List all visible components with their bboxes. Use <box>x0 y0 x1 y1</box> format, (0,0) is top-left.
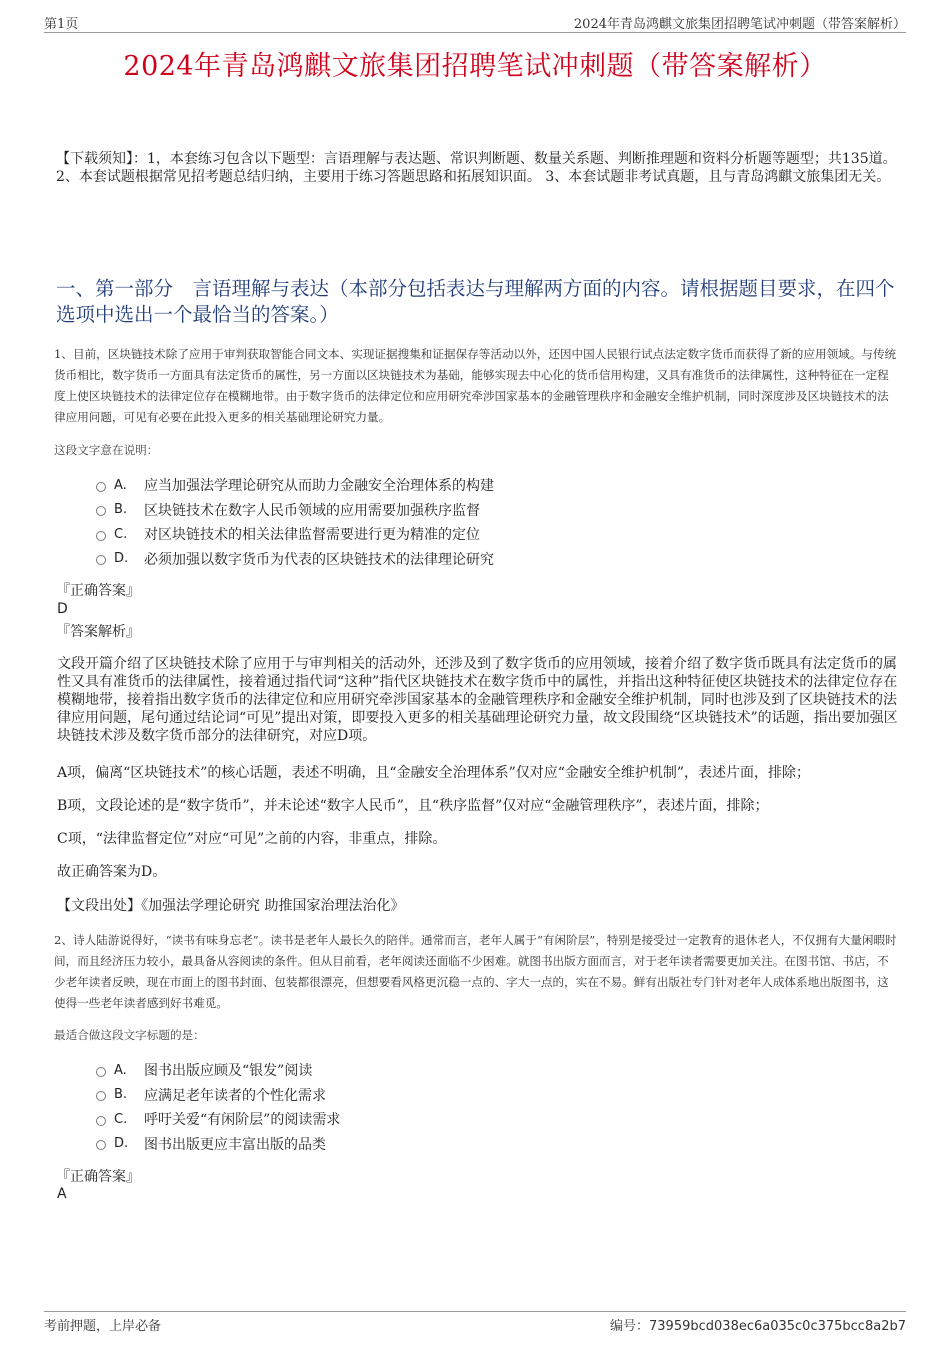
page-number: 第1页 <box>44 17 79 32</box>
question-2-body: 2、诗人陆游说得好，“读书有味身忘老”。读书是老年人最长久的陪伴。通常而言，老年人属于“有闲阶层”，特别是接受过一定教育的退休老人，不仅拥有大量闲暇时间，而且经济压力较小，最具备从容阅读的条件。但从目前看，老年阅读还面临不少困难。就图书出版方面而言，对于老年读者需要更加关注。在图书馆、书店，不少老年读者反映，现在市面上的图书封面、包装都很漂亮，但想要看风格更沉稳一点的、字大一点的，实在不易。鲜有出版社专门针对老年人成体系地出版图书，这使得一些老年读者感到好书难觅。 <box>54 933 897 1010</box>
option-text: 对区块链技术的相关法律监督需要进行更为精准的定位 <box>144 527 480 544</box>
option-text: 必须加强以数字货币为代表的区块链技术的法律理论研究 <box>144 551 494 568</box>
option-text: 应满足老年读者的个性化需求 <box>144 1087 326 1104</box>
radio-button-icon[interactable] <box>96 506 106 516</box>
question-1-body: 1、目前，区块链技术除了应用于审判获取智能合同文本、实现证据搜集和证据保存等活动以外，还因中国人民银行试点法定数字货币而获得了新的应用领域。与传统货币相比，数字货币一方面具有法定货币的属性，另一方面以区块链技术为基础，能够实现去中心化的货币信用构建，又具有准货币的法律属性，这种特征在一定程度上使区块链技术的法律定位存在模糊地带。由于数字货币的法律定位和应用研究牵涉国家基本的金融管理秩序和金融安全维护机制，同时深度涉及区块链技术的法律应用问题，可见有必要在此投入更多的相关基础理论研究力量。 <box>54 347 897 424</box>
option-letter: B. <box>114 1087 128 1103</box>
section-heading: 一、第一部分 言语理解与表达（本部分包括表达与理解两方面的内容。请根据题目要求，在四个选项中选出一个最恰当的答案。） <box>56 277 895 326</box>
q2-option-a[interactable] <box>96 1058 896 1083</box>
q1-analysis-paragraph: A项，偏离“区块链技术”的核心话题，表述不明确，且“金融安全治理体系”仅对应“金融安全维护机制”，表述片面，排除； <box>57 765 811 781</box>
q2-option-b[interactable] <box>96 1083 896 1108</box>
q1-analysis-paragraph: 文段开篇介绍了区块链技术除了应用于与审判相关的活动外，还涉及到了数字货币的应用领域，接着介绍了数字货币既具有法定货币的属性又具有准货币的法律属性，接着通过指代词“这种”指代区块链技术在数字货币中的属性，并指出这种特征使区块链技术的法律定位存在模糊地带，接着指出数字货币的法律定位和应用研究牵涉国家基本的金融管理秩序和金融安全维护机制，同时也涉及到了区块链技术的法律应用问题，尾句通过结论词“可见”提出对策，即要投入更多的相关基础理论研究力量，故文段围绕“区块链技术”的话题，指出要加强区块链技术涉及数字货币部分的法律研究，对应D项。 <box>57 656 898 744</box>
radio-button-icon[interactable] <box>96 1091 106 1101</box>
question-2-options <box>96 1058 896 1156</box>
document-title: 2024年青岛鸿麒文旅集团招聘笔试冲刺题（带答案解析） <box>123 51 827 82</box>
q1-analysis-label: 『答案解析』 <box>56 624 140 640</box>
radio-button-icon[interactable] <box>96 531 106 541</box>
page-footer <box>44 1311 906 1334</box>
q1-option-a[interactable] <box>96 473 896 498</box>
q1-option-c[interactable] <box>96 522 896 547</box>
option-text: 图书出版更应丰富出版的品类 <box>144 1136 326 1153</box>
option-letter: D. <box>114 551 129 567</box>
q2-answer-label: 『正确答案』 <box>56 1169 140 1185</box>
q1-option-b[interactable] <box>96 498 896 523</box>
q1-analysis-paragraph: 故正确答案为D。 <box>57 864 167 880</box>
q1-source: 【文段出处】《加强法学理论研究 助推国家治理法治化》 <box>57 898 405 914</box>
radio-button-icon[interactable] <box>96 1116 106 1126</box>
q1-option-d[interactable] <box>96 547 896 572</box>
download-notice: 【下载须知】：1，本套练习包含以下题型：言语理解与表达题、常识判断题、数量关系题、判断推理题和资料分析题等题型；共135道。 2、本套试题根据常见招考题总结归纳，主要用于练习答题思路和拓展知识面。 3、本套试题非考试真题，且与青岛鸿麒文旅集团无关。 <box>56 151 897 185</box>
option-letter: A. <box>114 1062 127 1078</box>
option-letter: C. <box>114 526 128 542</box>
option-text: 应当加强法学理论研究从而助力金融安全治理体系的构建 <box>144 478 494 495</box>
q1-answer-value: D <box>57 601 68 617</box>
option-letter: D. <box>114 1136 129 1152</box>
q2-answer-value: A <box>57 1186 67 1202</box>
page-header <box>44 10 906 33</box>
radio-button-icon[interactable] <box>96 1067 106 1077</box>
option-letter: C. <box>114 1111 128 1127</box>
radio-button-icon[interactable] <box>96 482 106 492</box>
header-doc-title: 2024年青岛鸿麒文旅集团招聘笔试冲刺题（带答案解析） <box>573 17 906 32</box>
question-2-prompt: 最适合做这段文字标题的是： <box>54 1028 205 1042</box>
question-1-prompt: 这段文字意在说明： <box>54 443 159 457</box>
footer-slogan: 考前押题，上岸必备 <box>44 1319 162 1334</box>
option-text: 区块链技术在数字人民币领域的应用需要加强秩序监督 <box>144 502 480 519</box>
option-letter: B. <box>114 502 128 518</box>
q2-option-d[interactable] <box>96 1132 896 1157</box>
q1-answer-label: 『正确答案』 <box>56 583 140 599</box>
q2-option-c[interactable] <box>96 1107 896 1132</box>
option-text: 图书出版应顾及“银发”阅读 <box>144 1063 313 1080</box>
radio-button-icon[interactable] <box>96 1140 106 1150</box>
q1-analysis-paragraph: B项，文段论述的是“数字货币”，并未论述“数字人民币”，且“秩序监督”仅对应“金融管理秩序”，表述片面，排除； <box>57 798 769 814</box>
option-letter: A. <box>114 477 127 493</box>
footer-code <box>610 1315 906 1334</box>
footer-code-label: 编号： <box>610 1319 650 1334</box>
radio-button-icon[interactable] <box>96 555 106 565</box>
option-text: 呼吁关爱“有闲阶层”的阅读需求 <box>144 1112 341 1129</box>
question-1-options <box>96 473 896 571</box>
q1-analysis-paragraph: C项，“法律监督定位”对应“可见”之前的内容，非重点，排除。 <box>57 831 447 847</box>
footer-code-value: 73959bcd038ec6a035c0c375bcc8a2b7 <box>649 1319 906 1334</box>
